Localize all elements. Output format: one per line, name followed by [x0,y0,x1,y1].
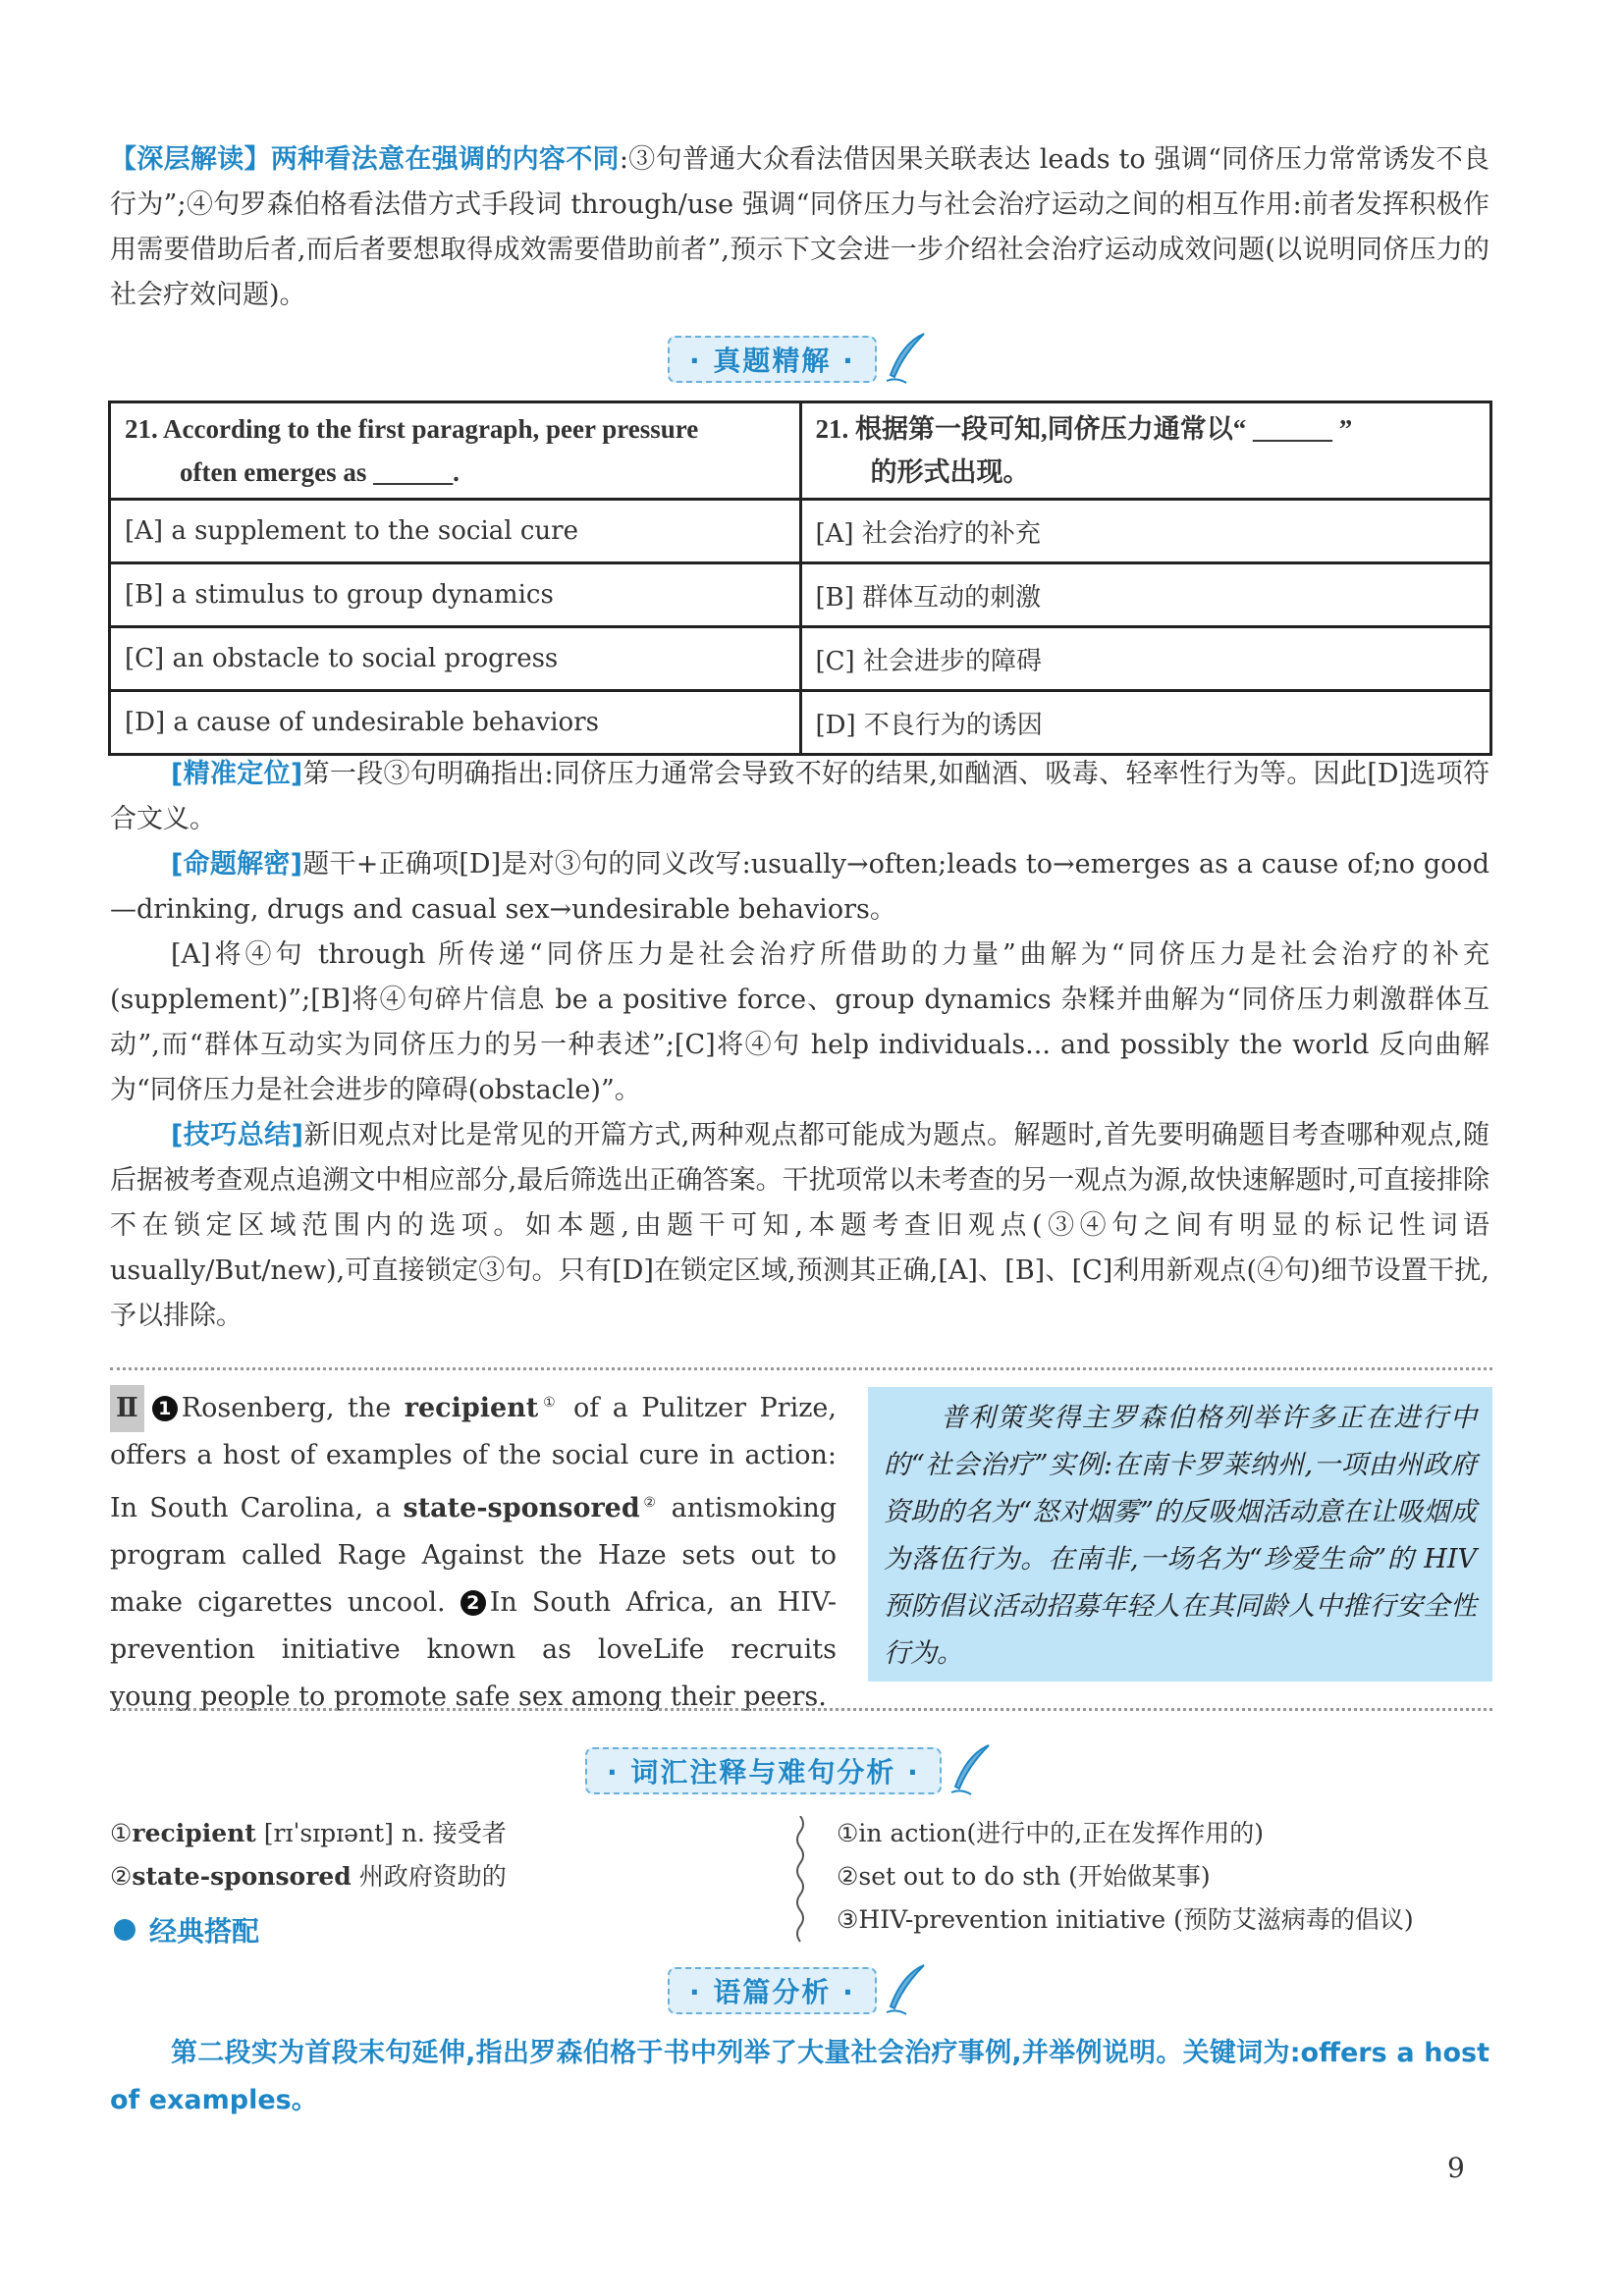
option-b-en: [B] a stimulus to group dynamics [110,563,801,627]
quill-pen-icon [881,332,928,387]
question-stem-row [110,402,1491,500]
deep-reading-lead: 两种看法意在强调的内容不同 [270,144,620,175]
question-stem-cn [800,402,1491,500]
passage-s2: In South Africa, an HIV-prevention initiative known as loveLife recruits young people to promote safe sex among their peers. [110,1587,837,1712]
exam-analysis-badge: · 真题精解 · [668,336,877,383]
option-row-a [110,500,1491,563]
option-d-en: [D] a cause of undesirable behaviors [110,691,801,755]
phrase-item-3: ③HIV-prevention initiative (预防艾滋病毒的倡议) [837,1905,1414,1934]
deep-reading-paragraph [110,137,1489,318]
skill-summary-paragraph [110,1113,1489,1339]
discourse-heading [668,1963,928,2018]
stem-cn-line-2: 的形式出现。 [870,457,1030,487]
passage-s1b: of a Pulitzer Prize, offers a host of examples of the social cure in action: In South Carolina, a [110,1393,837,1523]
passage-sup-1: ① [538,1395,561,1411]
passage-s1c: antismoking program called Rage Against the Haze sets out to make cigarettes uncool. [110,1493,837,1618]
vocab-item-state-sponsored [110,1855,507,1898]
discourse-analysis-text: 第二段实为首段末句延伸,指出罗森伯格于书中列举了大量社会治疗事例,并举例说明。关键词为:offers a host of examples。 [110,2038,1489,2115]
vocab-num: ① [110,1819,133,1847]
deep-reading-tag: 【深层解读】 [110,144,271,175]
sentence-number-2: 2 [460,1590,486,1616]
passage-english [110,1379,837,1721]
exam-analysis-heading [668,332,928,387]
precise-location-paragraph [110,752,1489,842]
passage-s1a: Rosenberg, the [181,1393,405,1423]
vocab-item-recipient [110,1812,507,1855]
option-c-en: [C] an obstacle to social progress [110,627,801,691]
option-row-d [110,691,1491,755]
option-row-c [110,627,1491,691]
vocab-def: [rɪˈsɪpɪənt] n. 接受者 [255,1819,507,1847]
phrase-item-2: ②set out to do sth (开始做某事) [837,1862,1211,1891]
vocab-left-list [110,1812,507,1898]
classic-collocation-heading [114,1910,259,1949]
option-row-b [110,563,1491,627]
sentence-number-1: 1 [152,1396,178,1421]
option-b-cn: [B] 群体互动的刺激 [800,563,1491,627]
question-table [108,400,1492,756]
option-a-cn: [A] 社会治疗的补充 [800,500,1491,563]
skill-summary-text: 新旧观点对比是常见的开篇方式,两种观点都可能成为题点。解题时,首先要明确题目考查哪种观点,随后据被考查观点追溯文中相应部分,最后筛选出正确答案。干扰项常以未考查的另一观点为源,故快速解题时,可直接排除不在锁定区域范围内的选项。如本题,由题干可知,本题考查旧观点(③④句之间有明显的标记性词语 usually/But/new),可直接锁定③句。只有[D]在锁定区域,预测其正确,[A]、[B]、[C]利用新观点(④句)细节设置干扰,予以排除。 [110,1120,1489,1331]
section-marker: Ⅱ [110,1385,144,1432]
distractor-paragraph: [A]将④句 through 所传递“同侪压力是社会治疗所借助的力量”曲解为“同侪压力是社会治疗的补充(supplement)”;[B]将④句碎片信息 be a positive force、group dynamics 杂糅并曲解为“同侪压力刺激群体互动”,而“群体互动实为同侪压力的另一种表述”;[C]将④句 help individuals... and possibly the world 反向曲解为“同侪压力是社会进步的障碍(obstacle)”。 [110,939,1489,1105]
precise-location-tag: [精准定位] [171,759,303,789]
page-number: 9 [1447,2152,1465,2184]
precise-location-text: 第一段③句明确指出:同侪压力通常会导致不好的结果,如酗酒、吸毒、轻率性行为等。因此[D]选项符合文义。 [110,759,1489,834]
separator-bottom [110,1708,1492,1711]
option-a-en: [A] a supplement to the social cure [110,500,801,563]
phrase-item-1: ①in action(进行中的,正在发挥作用的) [837,1819,1265,1847]
vocab-num: ② [110,1862,133,1891]
passage-sup-2: ② [639,1495,660,1511]
skill-summary-tag: [技巧总结] [171,1120,303,1150]
translation-text: 普利策奖得主罗森伯格列举许多正在进行中的“社会治疗”实例:在南卡罗莱纳州,一项由州政府资助的名为“怒对烟雾”的反吸烟活动意在让吸烟成为落伍行为。在南非,一场名为“珍爱生命”的 HIV 预防倡议活动招募年轻人在其同龄人中推行安全性行为。 [884,1403,1477,1669]
stem-en-line-1: 21. According to the first paragraph, peer pressure [125,414,699,444]
stem-cn-line-1: 21. 根据第一段可知,同侪压力通常以“ ______ ” [815,414,1353,444]
deep-reading-text: :③句普通大众看法借因果关联表达 leads to 强调“同侪压力常常诱发不良行为”;④句罗森伯格看法借方式手段词 through/use 强调“同侪压力与社会治疗运动之间的相互作用:前者发挥积极作用需要借助后者,而后者要想取得成效需要借助前者”,预示下文会进一步介绍社会治疗运动成效问题(以说明同侪压力的社会疗效问题)。 [110,144,1490,310]
stem-en-line-2: often emerges as ______. [180,457,460,487]
vocab-word: state-sponsored [132,1862,352,1891]
vocab-badge: · 词汇注释与难句分析 · [585,1747,942,1794]
vocab-right-list [837,1812,1414,1942]
passage-word-recipient: recipient [404,1393,539,1423]
translation-box [868,1387,1492,1682]
decode-tag: [命题解密] [171,849,302,880]
separator-top [110,1367,1492,1370]
bullet-dot-icon [114,1919,135,1941]
classic-collocation-label: 经典搭配 [149,1915,260,1948]
discourse-badge: · 语篇分析 · [668,1967,877,2014]
quill-pen-icon [881,1963,928,2018]
option-d-cn: [D] 不良行为的诱因 [800,691,1491,755]
quill-pen-icon [946,1743,993,1798]
decode-paragraph [110,842,1489,933]
question-stem-en [110,402,801,500]
wavy-divider [793,1816,807,1944]
decode-text: 题干+正确项[D]是对③句的同义改写:usually→often;leads to→emerges as a cause of;no good—drinking, drugs and casual sex→undesirable behaviors。 [110,849,1489,925]
vocab-heading [585,1743,993,1798]
vocab-def: 州政府资助的 [351,1862,507,1891]
passage-word-state-sponsored: state-sponsored [403,1493,640,1523]
option-c-cn: [C] 社会进步的障碍 [800,627,1491,691]
vocab-word: recipient [132,1819,256,1847]
